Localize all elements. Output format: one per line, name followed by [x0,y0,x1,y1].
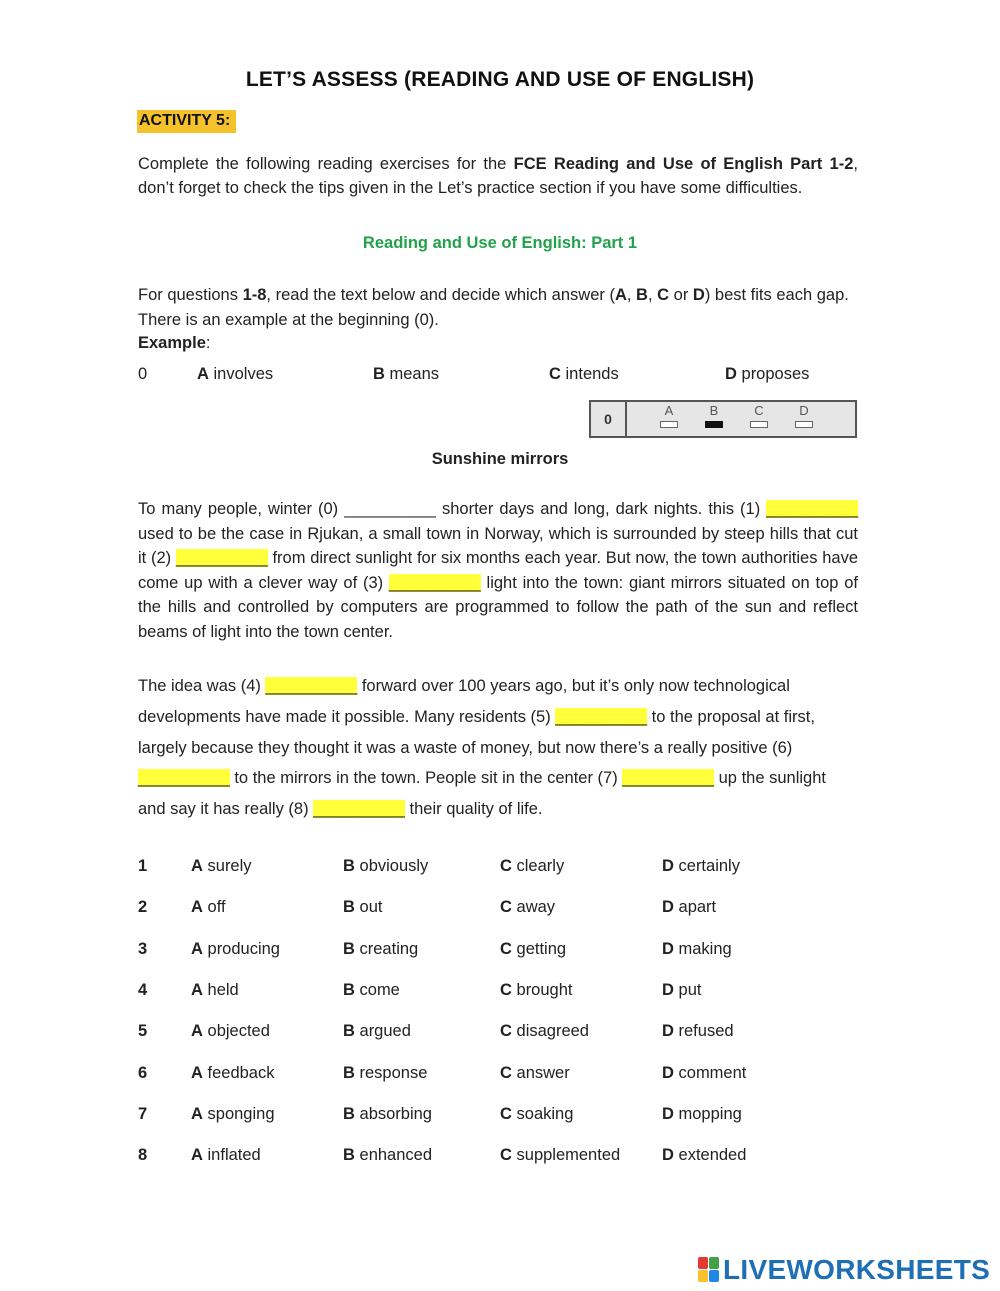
question-row [138,1105,858,1129]
intro-text-part: Complete the following reading exercises for the [138,155,514,173]
option-a: A producing [191,940,280,958]
instructions [138,283,858,333]
question-row [138,981,858,1005]
option-b: B come [343,981,400,999]
question-row [138,940,858,964]
instructions-text: For questions [138,286,243,304]
option-a: A feedback [191,1064,275,1082]
instructions-text: ) best fits each gap. There is an example at the beginning (0). [138,286,849,329]
question-number: 8 [138,1146,148,1164]
gap-2[interactable]: __________ [175,549,268,568]
option-b: B enhanced [343,1146,433,1164]
option-c: C getting [500,940,567,958]
example-options-row [138,365,858,389]
answer-box-number: 0 [591,402,627,436]
option-a: A inflated [191,1146,261,1164]
option-d: D apart [662,898,717,916]
example-label-text: Example [138,334,206,352]
gap-0: __________ [344,500,436,518]
option-a: A objected [191,1022,270,1040]
option-b: B absorbing [343,1105,432,1123]
story-paragraph-1: To many people, winter (0) __________ shorter days and long, dark nights. this (1) __________ used to be the case in Rjukan, a small town in Norway, which is surrounded by steep hills that cut it (2) __________ from direct sunlight for six months each year. But now, the town authorities have come up with a clever way of (3) __________ light into the town: giant mirrors situated on top of the hills and controlled by computers are programmed to follow the path of the sun and reflect beams of light into the town center. [138,500,858,641]
gap-6[interactable]: __________ [138,769,230,788]
separator: , [626,286,637,304]
option-c: C away [500,898,556,916]
intro-text [138,153,858,200]
liveworksheets-logo-icon [698,1257,720,1283]
letter-a: A [614,286,627,304]
question-number: 1 [138,857,148,875]
gap-8[interactable]: __________ [313,800,405,819]
example-label [138,334,210,353]
example-option-b: B means [373,365,440,383]
answer-mark [660,421,678,428]
option-a: A held [191,981,239,999]
question-number: 3 [138,940,148,958]
question-row [138,857,858,881]
option-b: B obviously [343,857,429,875]
intro-bold-text: FCE Reading and Use of English Part 1-2 [513,155,854,173]
option-d: D comment [662,1064,747,1082]
answer-mark [750,421,768,428]
answer-mark-selected [705,421,723,428]
question-number: 2 [138,898,148,916]
example-option-c: C intends [549,365,619,383]
question-number: 5 [138,1022,148,1040]
instructions-text: , read the text below and decide which answer ( [266,286,615,304]
answer-box-option-c: C [746,403,772,428]
option-c: C soaking [500,1105,574,1123]
question-row [138,1022,858,1046]
activity-label: ACTIVITY 5: [137,110,236,133]
option-d: D put [662,981,702,999]
gap-3[interactable]: __________ [388,573,481,592]
example-number: 0 [138,365,148,383]
question-number: 7 [138,1105,148,1123]
option-d: D making [662,940,732,958]
gap-7[interactable]: __________ [622,769,715,788]
story-paragraph-2: The idea was (4) __________ forward over 100 years ago, but it’s only now technological developments have made it possible. Many residents (5) __________ to the proposal at first, largely because they thought it was a waste of money, but now there’s a really positive (6) __________ to the mirrors in the town. People sit in the center (7) __________ up the sunlight and say it has really (8) __________ their quality of life. [138,677,826,819]
answer-box-option-d: D [791,403,817,428]
letter-b: B [636,286,648,304]
logo-text: LIVEWORKSHEETS [723,1254,991,1285]
option-c: C brought [500,981,573,999]
gap-5[interactable]: __________ [555,707,648,726]
intro-text-part: , don’t forget to check the tips given in the Let’s practice section if you have some difficulties. [138,155,858,197]
answer-box-option-a: A [656,403,682,428]
option-a: A off [191,898,226,916]
separator: , [647,286,658,304]
option-b: B out [343,898,383,916]
question-number: 6 [138,1064,148,1082]
question-range: 1-8 [242,286,267,304]
option-a: A sponging [191,1105,275,1123]
option-d: D refused [662,1022,734,1040]
liveworksheets-logo[interactable] [698,1250,990,1290]
option-c: C supplemented [500,1146,621,1164]
example-colon: : [205,334,211,352]
question-number: 4 [138,981,148,999]
part-heading: Reading and Use of English: Part 1 [362,234,638,252]
answer-mark [795,421,813,428]
option-b: B argued [343,1022,411,1040]
option-d: D mopping [662,1105,742,1123]
option-d: D certainly [662,857,740,875]
gap-1[interactable]: __________ [766,500,858,518]
question-row [138,1146,858,1170]
option-c: C clearly [500,857,565,875]
answer-box-option-b: B [701,403,727,428]
story-title: Sunshine mirrors [431,450,569,468]
page-title: LET’S ASSESS (READING AND USE OF ENGLISH) [245,68,755,91]
example-option-d: D proposes [725,365,810,383]
option-c: C disagreed [500,1022,589,1040]
separator: or [669,286,693,304]
example-answer-box [589,400,857,438]
letter-c: C [657,286,670,304]
gap-4[interactable]: __________ [265,677,358,695]
question-row [138,898,858,922]
option-d: D extended [662,1146,747,1164]
option-a: A surely [191,857,252,875]
option-c: C answer [500,1064,570,1082]
letter-d: D [692,286,705,304]
question-row [138,1064,858,1088]
option-b: B creating [343,940,419,958]
example-option-a: A involves [197,365,274,383]
option-b: B response [343,1064,428,1082]
